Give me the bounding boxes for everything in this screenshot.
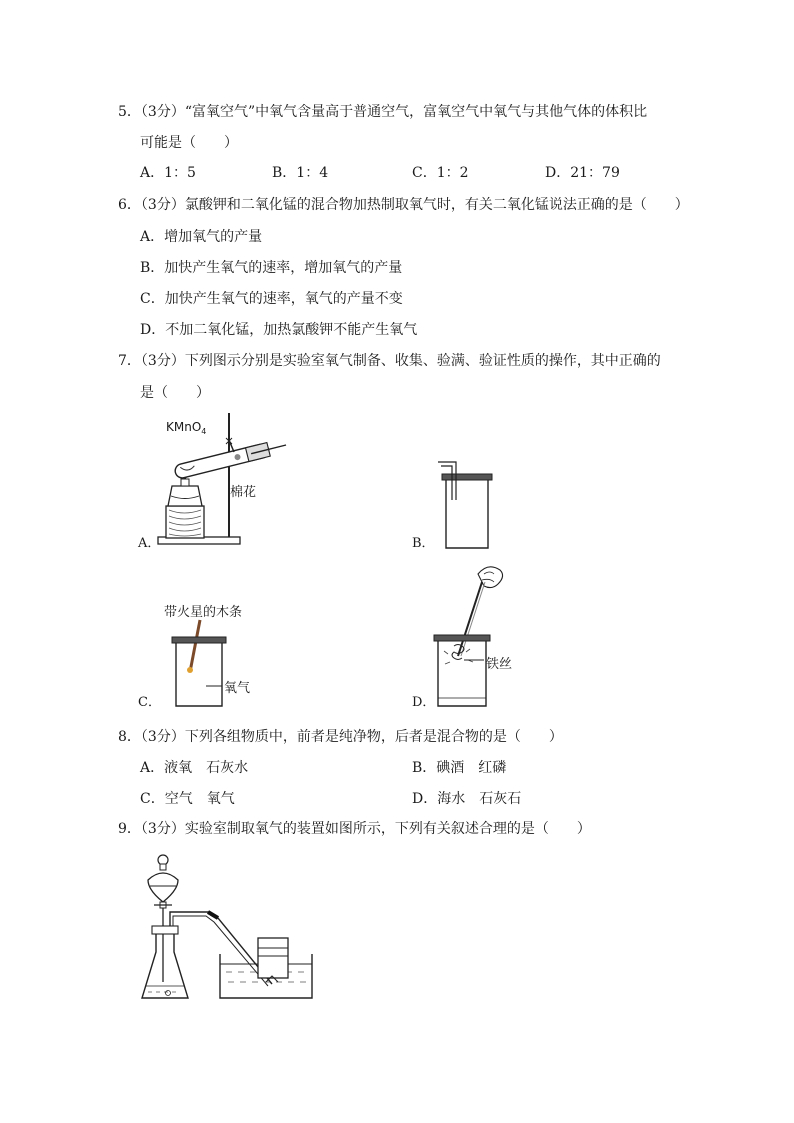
q5-option-b: B．1：4 bbox=[272, 165, 329, 181]
q9-figure-oxygen-apparatus bbox=[138, 852, 318, 1004]
q7-figure-d-iron-wire bbox=[430, 560, 530, 712]
q6-option-d: D．不加二氧化锰，加热氯酸钾不能产生氧气 bbox=[140, 322, 418, 338]
q7-stem-line2: 是（ ） bbox=[140, 385, 210, 401]
q6-option-b: B．加快产生氧气的速率，增加氧气的产量 bbox=[140, 260, 403, 276]
q7-option-a-letter: A． bbox=[138, 536, 161, 551]
q5-option-c: C．1：2 bbox=[412, 165, 469, 181]
q8-option-a: A．液氧 石灰水 bbox=[140, 760, 249, 776]
q7-option-b-letter: B． bbox=[412, 536, 435, 551]
q5-option-d: D．21：79 bbox=[545, 165, 620, 181]
q8-option-c: C．空气 氧气 bbox=[140, 791, 235, 807]
q6-option-a: A．增加氧气的产量 bbox=[140, 229, 263, 245]
q5-stem-line2: 可能是（ ） bbox=[140, 135, 238, 151]
splint-label: 带火星的木条 bbox=[164, 605, 243, 620]
q7-stem-line1: 7．（3分）下列图示分别是实验室氧气制备、收集、验满、验证性质的操作，其中正确的 bbox=[118, 353, 661, 369]
kmno4-label: KMnO$_4$ bbox=[166, 420, 207, 436]
q7-figure-c-oxygen-test bbox=[160, 600, 270, 712]
q5-stem-line1: 5．（3分）“富氧空气”中氧气含量高于普通空气，富氧空气中氧气与其他气体的体积比 bbox=[118, 104, 648, 120]
q7-figure-a-heating-apparatus bbox=[150, 408, 280, 548]
q6-option-c: C．加快产生氧气的速率，氧气的产量不变 bbox=[140, 291, 403, 307]
cotton-label: 棉花 bbox=[230, 485, 257, 500]
iron-wire-label: 铁丝 bbox=[486, 657, 513, 672]
q7-figure-b-collection-bottle bbox=[432, 460, 502, 550]
q7-option-c-letter: C． bbox=[138, 695, 161, 710]
q7-option-d-letter: D． bbox=[412, 695, 436, 710]
q8-stem: 8．（3分）下列各组物质中，前者是纯净物，后者是混合物的是（ ） bbox=[118, 729, 563, 745]
q8-option-b: B．碘酒 红磷 bbox=[412, 760, 507, 776]
q6-stem: 6．（3分）氯酸钾和二氧化锰的混合物加热制取氧气时，有关二氧化锰说法正确的是（ ） bbox=[118, 197, 689, 213]
q8-option-d: D．海水 石灰石 bbox=[412, 791, 522, 807]
q5-option-a: A．1：5 bbox=[140, 165, 196, 181]
q9-stem: 9．（3分）实验室制取氧气的装置如图所示，下列有关叙述合理的是（ ） bbox=[118, 821, 591, 837]
oxygen-label: 氧气 bbox=[224, 681, 251, 696]
